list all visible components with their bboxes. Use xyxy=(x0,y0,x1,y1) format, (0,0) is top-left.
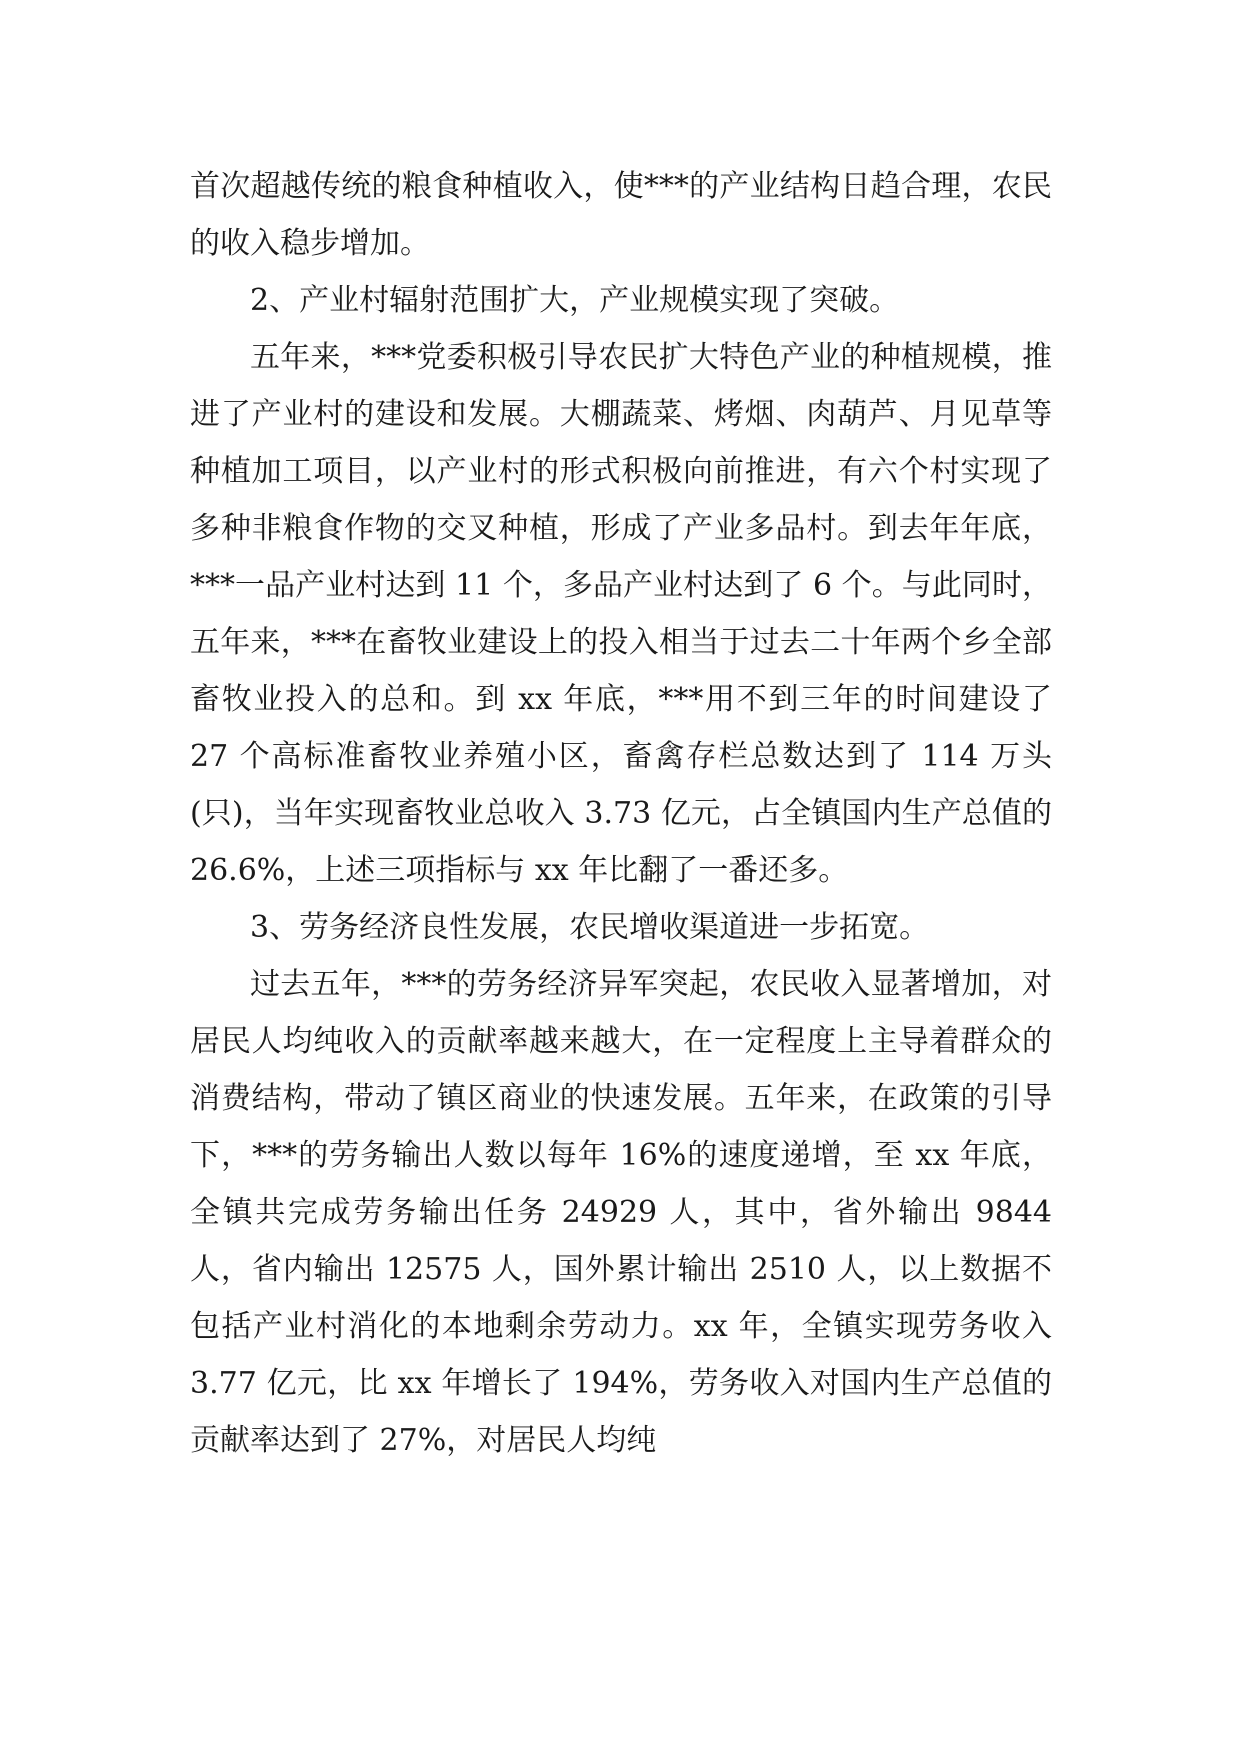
document-body xyxy=(190,158,1052,1469)
paragraph-continuation: 首次超越传统的粮食种植收入，使***的产业结构日趋合理，农民的收入稳步增加。 xyxy=(190,169,1052,261)
paragraph-industry-village: 五年来，***党委积极引导农民扩大特色产业的种植规模，推进了产业村的建设和发展。大棚蔬菜、烤烟、肉葫芦、月见草等种植加工项目，以产业村的形式积极向前推进，有六个村实现了多种非粮食作物的交叉种植，形成了产业多品村。到去年年底，***一品产业村达到 11 个，多品产业村达到了 6 个。与此同时，五年来，***在畜牧业建设上的投入相当于过去二十年两个乡全部畜牧业投入的总和。到 xx 年底，***用不到三年的时间建设了 27 个高标准畜牧业养殖小区，畜禽存栏总数达到了 114 万头(只)，当年实现畜牧业总收入 3.73 亿元，占全镇国内生产总值的 26.6%，上述三项指标与 xx 年比翻了一番还多。 xyxy=(190,340,1052,888)
section-heading-2: 2、产业村辐射范围扩大，产业规模实现了突破。 xyxy=(250,283,900,318)
section-heading-3: 3、劳务经济良性发展，农民增收渠道进一步拓宽。 xyxy=(250,910,930,945)
paragraph-labor-economy: 过去五年，***的劳务经济异军突起，农民收入显著增加，对居民人均纯收入的贡献率越来越大，在一定程度上主导着群众的消费结构，带动了镇区商业的快速发展。五年来，在政策的引导下，***的劳务输出人数以每年 16%的速度递增，至 xx 年底，全镇共完成劳务输出任务 24929 人，其中，省外输出 9844 人，省内输出 12575 人，国外累计输出 2510 人，以上数据不包括产业村消化的本地剩余劳动力。xx 年，全镇实现劳务收入 3.77 亿元，比 xx 年增长了 194%，劳务收入对国内生产总值的贡献率达到了 27%，对居民人均纯 xyxy=(190,967,1052,1458)
